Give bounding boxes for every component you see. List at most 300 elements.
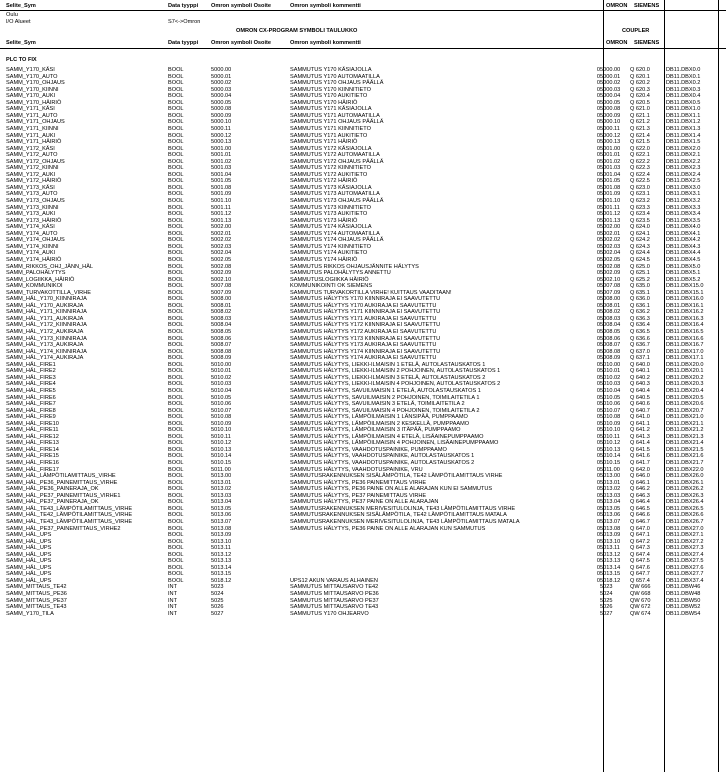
omron-address: 5013.06 [211,512,232,519]
symbol-name: SAMM_Y170_HÄIRIÖ [6,99,62,106]
siemens-address: Q 622.0 [630,145,650,152]
symbol-comment: UPS12 AKUN VARAUS ALHAINEN [290,577,378,584]
siemens-address: Q 647.2 [630,538,650,545]
omron-coupler-address: 5010.04 [600,387,621,394]
data-type: BOOL [168,119,184,126]
siemens-address: Q 623.4 [630,211,650,218]
omron-address: 5001.13 [211,217,232,224]
symbol-name: SAMM_Y170_KÄSI [6,67,55,73]
omron-address: 5001.10 [211,198,232,204]
header-col-omron: OMRON [606,3,628,9]
db-address: DB11.DBX3.1 [666,191,701,198]
omron-address: 5011.00 [211,466,231,473]
table-row [0,224,726,231]
omron-address: 5013.15 [211,571,232,578]
data-type: BOOL [168,374,184,381]
symbol-comment: SAMMUTUS MITTAUSARVO TE42 [290,584,379,591]
symbol-name: SAMM_HÄL_UPS [6,545,52,552]
omron-coupler-address: 5000.01 [600,73,621,80]
symbol-name: SAMM_HÄL_Y171_AUKIRAJA [6,315,84,322]
siemens-address: Q 640.5 [630,394,650,401]
data-type: BOOL [168,361,184,368]
data-type: BOOL [168,80,184,87]
status-flag: 0 [596,558,600,565]
symbol-comment: SAMMUTUS HÄLYTYS, LÄMPÖILMAISIN 4 ETELÄ, LISÄAINEPUMPPAAMO [290,433,484,440]
db-address: DB11.DBX16.4 [666,322,704,329]
omron-coupler-address: 5010.08 [600,414,621,421]
symbol-name: SAMM_Y171_HÄIRIÖ [6,139,62,146]
db-address: DB11.DBX2.3 [666,165,701,172]
status-flag: 0 [596,545,600,552]
siemens-address: Q 621.3 [630,125,650,132]
symbol-name: SAMM_RIKKOS_OHJ_JÄNN_HÄL [6,263,94,270]
data-type: BOOL [168,283,184,290]
siemens-address: Q 620.2 [630,80,650,87]
db-address: DB11.DBX2.4 [666,171,701,178]
db-address: DB11.DBX0.5 [666,99,701,106]
symbol-comment: SAMMUTUS MITTAUSARVO PE37 [290,597,379,604]
omron-coupler-address: 5013.08 [600,525,621,532]
symbol-comment: SAMMUTUS HÄLYTYS, PE36 PAINEMITTAUS VIRHE [290,479,427,486]
status-flag: 0 [596,73,600,80]
symbol-name: SAMM_HÄL_TE43_LÄMPÖTILAMITTAUS_VIRHE [6,505,133,512]
omron-coupler-address: 5013.00 [600,473,621,480]
omron-address: 5013.14 [211,564,232,571]
omron-address: 5007.09 [211,289,232,296]
siemens-address: QW 674 [630,610,651,617]
omron-address: 5008.07 [211,342,232,349]
status-flag: 0 [596,374,600,381]
symbol-comment: SAMMUTUS HÄLYTYS, VAAHDOTUSPAINIKE, AUTOLASTAUSKATOS 1 [290,453,475,460]
symbol-comment: SAMMUTUS Y170 AUKITIETO [290,93,368,100]
status-flag: 0 [596,381,600,388]
symbol-comment: SAMMUTUS TURVAKORTILLA VIRHE! KUITTAUS VAADITAAN! [290,289,452,296]
status-flag: 0 [596,315,600,322]
siemens-address: Q 646.0 [630,473,650,480]
siemens-address: Q 657.4 [630,577,650,584]
omron-address: 5002.03 [211,243,232,250]
data-type: BOOL [168,296,184,303]
omron-address: 5001.00 [211,145,232,152]
siemens-address: Q 646.2 [630,486,650,493]
status-flag: 0 [596,132,600,139]
omron-address: 5010.02 [211,374,232,381]
coupler-omron: OMRON [606,40,628,46]
db-address: DB11.DBX5.0 [666,263,701,270]
siemens-address: Q 622.2 [630,158,650,165]
omron-coupler-address: 5002.02 [600,237,621,244]
omron-coupler-address: 5013.02 [600,486,621,493]
siemens-address: Q 622.3 [630,165,650,172]
symbol-comment: SAMMUTUS Y172 KIINNITIETO [290,165,371,172]
siemens-address: Q 636.5 [630,329,650,335]
siemens-address: Q 624.4 [630,250,650,257]
symbol-name: SAMM_Y173_HÄIRIÖ [6,217,62,224]
symbol-comment: SAMMUTUS HÄLYTYS Y172 AUKIRAJA EI SAAVUTETTU [290,329,437,335]
db-address: DB11.DBX1.2 [666,119,701,126]
omron-address: 5010.03 [211,381,232,388]
table-row [0,486,726,493]
db-address: DB11.DBX3.0 [666,184,701,191]
data-type: BOOL [168,545,184,552]
omron-address: 5001.09 [211,191,232,198]
table-row [0,191,726,198]
status-flag: 0 [596,93,600,100]
omron-coupler-address: 5002.10 [600,276,621,283]
data-type: BOOL [168,224,184,231]
siemens-address: Q 624.1 [630,230,650,237]
data-type: BOOL [168,492,184,499]
omron-coupler-address: 5001.05 [600,178,621,185]
symbol-comment: SAMMUTUS Y170 OHJEARVO [290,610,369,617]
symbol-name: SAMM_Y170_AUTO [6,73,58,80]
omron-address: 5010.00 [211,361,232,368]
io-value: S7<->Omron [168,19,201,25]
omron-coupler-address: 5013.05 [600,505,621,512]
status-flag: 0 [596,198,600,204]
data-type: BOOL [168,558,184,565]
db-address: DB11.DBX1.3 [666,125,701,132]
symbol-name: SAMM_HÄL_UPS [6,532,52,539]
omron-coupler-address: 5000.04 [600,93,621,100]
siemens-address: Q 622.5 [630,178,650,185]
table-row [0,355,726,362]
db-address: DB11.DBX27.7 [666,571,704,578]
header-col-symbol: Selite_Sym [6,3,36,9]
omron-coupler-address: 5013.06 [600,512,621,519]
db-address: DB11.DBX2.1 [666,152,701,159]
symbol-name: SAMM_HÄL_FIRE4 [6,381,56,388]
symbol-name: SAMM_Y171_AUTO [6,112,58,119]
symbol-comment: SAMMUTUS Y171 AUKITIETO [290,132,368,139]
status-flag: 0 [596,525,600,532]
omron-coupler-address: 5011.00 [600,466,620,473]
symbol-name: SAMM_HÄL_UPS [6,564,52,571]
data-type: BOOL [168,368,184,375]
siemens-address: Q 641.6 [630,453,650,460]
omron-coupler-address: 5010.09 [600,420,621,427]
data-type: BOOL [168,99,184,106]
omron-coupler-address: 5001.04 [600,171,621,178]
status-flag: 0 [596,407,600,414]
status-flag: 0 [596,492,600,499]
siemens-address: Q 641.4 [630,440,650,447]
data-type: BOOL [168,538,184,545]
data-type: INT [168,610,178,617]
omron-address: 5010.10 [211,427,232,434]
symbol-comment: SAMMUTUS Y173 KIINNITIETO [290,204,371,211]
table-row [0,257,726,264]
db-address: DB11.DBX3.2 [666,198,701,204]
symbol-comment: SAMMUTUS RIKKOS OHJAUSJÄNNITE HÄLYTYS [290,263,419,270]
omron-coupler-address: 5008.06 [600,335,621,342]
symbol-comment: SAMMUTUS Y172 AUTOMAATILLA [290,152,380,159]
siemens-address: Q 636.7 [630,342,650,349]
siemens-address: QW 670 [630,597,651,604]
siemens-address: Q 636.6 [630,335,650,342]
symbol-name: SAMM_HÄL_PE37_PAINEMITTAUS_VIRHE1 [6,492,121,499]
omron-coupler-address: 5026 [600,604,613,611]
coupler-label: COUPLER [622,28,650,34]
db-address: DB11.DBX17.0 [666,348,704,355]
omron-coupler-address: 5010.12 [600,440,621,447]
omron-coupler-address: 5002.00 [600,224,621,231]
status-flag: 0 [596,446,600,453]
data-type: BOOL [168,427,184,434]
db-address: DB11.DBX0.0 [666,67,701,73]
omron-coupler-address: 5010.01 [600,368,621,375]
symbol-name: SAMM_MITTAUS_PE37 [6,597,67,604]
siemens-address: Q 646.5 [630,505,650,512]
db-address: DB11.DBX16.5 [666,329,704,335]
table-title: OMRON CX-PROGRAM SYMBOLI TAULUKKO [236,28,358,34]
omron-address: 5008.08 [211,348,232,355]
omron-coupler-address: 5000.11 [600,125,620,132]
omron-coupler-address: 5008.08 [600,348,621,355]
status-flag: 0 [596,276,600,283]
data-type: BOOL [168,289,184,296]
db-address: DB11.DBX5.1 [666,270,701,277]
data-type: BOOL [168,394,184,401]
symbol-name: SAMM_HÄL_TE42_LÄMPÖTILAMITTAUS_VIRHE [6,512,133,519]
table-row [0,93,726,100]
status-flag: 0 [596,499,600,506]
siemens-address: Q 620.4 [630,93,650,100]
symbol-comment: SAMMUTUS HÄLYTYS, LÄMPÖILMAISIN 1 LÄNSIPÄÄ, PUMPPAAMO [290,414,468,421]
db-address: DB11.DBX27.4 [666,551,704,558]
status-flag: 0 [596,361,600,368]
symbol-name: SAMM_Y174_OHJAUS [6,237,65,244]
db-address: DB11.DBX4.3 [666,243,701,250]
db-address: DB11.DBX21.4 [666,440,704,447]
data-type: BOOL [168,276,184,283]
siemens-address: Q 623.5 [630,217,650,224]
symbol-name: SAMM_Y170_OHJAUS [6,80,65,87]
data-type: BOOL [168,270,184,277]
siemens-address: Q 623.1 [630,191,650,198]
status-flag: 0 [596,230,600,237]
symbol-name: SAMM_HÄL_Y174_AUKIRAJA [6,355,84,362]
siemens-address: Q 641.5 [630,446,650,453]
symbol-comment: SAMMUTUSRAKENNUKSEN MERIVESITULOLINJA, TE43 LÄMPÖTILAMITTAUS MATALA [290,518,520,525]
symbol-name: SAMM_HÄL_PE37_PAINEMITTAUS_VIRHE2 [6,525,121,532]
db-address: DB11.DBX0.2 [666,80,701,87]
db-address: DB11.DBW50 [666,597,701,604]
siemens-address: Q 642.0 [630,466,650,473]
siemens-address: Q 623.3 [630,204,650,211]
symbol-comment: SAMMUTUS Y174 HÄIRIÖ [290,256,358,263]
db-address: DB11.DBX1.5 [666,139,701,146]
data-type: BOOL [168,204,184,211]
omron-address: 5001.02 [211,158,232,165]
symbol-name: SAMM_Y172_KÄSI [6,145,55,152]
status-flag: 0 [596,453,600,460]
data-type: BOOL [168,466,184,473]
siemens-address: Q 624.3 [630,243,650,250]
symbol-comment: SAMMUTUS HÄLYTYS Y174 KIINNIRAJA EI SAAVUTETTU [290,348,441,355]
symbol-comment: SAMMUTUS Y173 OHJAUS PÄÄLLÄ [290,198,384,204]
status-flag: 0 [596,125,600,132]
symbol-name: SAMM_Y171_KIINNI [6,125,59,132]
symbol-comment: SAMMUTUS MITTAUSARVO PE36 [290,591,379,597]
omron-coupler-address: 5001.02 [600,158,621,165]
omron-coupler-address: 5000.12 [600,132,621,139]
db-address: DB11.DBX3.4 [666,211,701,218]
symbol-comment: SAMMUTUS Y173 AUKITIETO [290,211,368,218]
omron-coupler-address: 5001.01 [600,152,621,159]
status-flag: 0 [596,296,600,303]
symbol-comment: SAMMUTUS HÄLYTYS Y171 AUKIRAJA EI SAAVUTETTU [290,315,437,322]
db-address: DB11.DBX0.4 [666,93,701,100]
symbol-name: SAMM_Y173_AUTO [6,191,58,198]
data-type: BOOL [168,505,184,512]
data-type: BOOL [168,250,184,257]
status-flag: 0 [596,348,600,355]
header2-col-comment: Omron symboli kommentti [290,40,361,46]
data-type: BOOL [168,525,184,532]
symbol-comment: SAMMUTUS Y170 KIINNITIETO [290,86,371,93]
status-flag: 0 [596,256,600,263]
data-type: BOOL [168,243,184,250]
siemens-address: Q 624.0 [630,224,650,231]
omron-address: 5000.02 [211,80,232,87]
siemens-address: Q 620.1 [630,73,650,80]
omron-coupler-address: 5010.11 [600,433,620,440]
omron-coupler-address: 5010.05 [600,394,621,401]
db-address: DB11.DBX4.4 [666,250,701,257]
symbol-comment: SAMMUTUS Y174 AUKITIETO [290,250,368,257]
data-type: BOOL [168,446,184,453]
siemens-address: Q 636.3 [630,315,650,322]
status-flag: 0 [596,184,600,191]
omron-address: 5002.10 [211,276,232,283]
symbol-name: SAMM_Y171_OHJAUS [6,119,65,126]
omron-address: 5008.03 [211,315,232,322]
siemens-address: Q 641.0 [630,414,650,421]
data-type: INT [168,604,178,611]
db-address: DB11.DBW46 [666,584,701,591]
symbol-comment: SAMMUTUS Y173 KÄSIAJOLLA [290,184,372,191]
header2-col-address: Omron symboli Osoite [211,40,271,46]
status-flag: 0 [596,466,600,473]
symbol-name: SAMM_MITTAUS_TE42 [6,584,67,591]
omron-coupler-address: 5013.03 [600,492,621,499]
db-address: DB11.DBX27.6 [666,564,704,571]
omron-address: 5008.05 [211,329,232,335]
siemens-address: Q 622.4 [630,171,650,178]
siemens-address: Q 623.0 [630,184,650,191]
db-address: DB11.DBW52 [666,604,701,611]
data-type: BOOL [168,433,184,440]
db-address: DB11.DBX2.5 [666,178,701,185]
omron-address: 5000.00 [211,67,232,73]
siemens-address: QW 668 [630,591,651,597]
db-address: DB11.DBX26.1 [666,479,704,486]
symbol-comment: SAMMUTUS HÄLYTYS Y174 AUKIRAJA EI SAAVUTETTU [290,355,437,362]
omron-coupler-address: 5000.08 [600,106,621,113]
status-flag: 0 [596,322,600,329]
symbol-name: SAMM_Y173_KÄSI [6,184,55,191]
data-type: BOOL [168,381,184,388]
db-address: DB11.DBX4.5 [666,256,701,263]
omron-address: 5001.01 [211,152,232,159]
omron-address: 5010.14 [211,453,232,460]
symbol-name: SAMM_Y172_KIINNI [6,165,59,172]
status-flag: 0 [596,532,600,539]
symbol-comment: SAMMUTUS HÄLYTYS, LÄMPÖILMAISIN 2 KESKELLÄ, PUMPPAAMO [290,420,470,427]
omron-address: 5002.01 [211,230,232,237]
siemens-address: Q 640.0 [630,361,650,368]
db-address: DB11.DBX26.6 [666,512,704,519]
symbol-comment: SAMMUTUS Y170 AUTOMAATILLA [290,73,380,80]
symbol-comment: SAMMUTUS HÄLYTYS, LÄMPÖILMAISIN 4 POHJOINEN, LISÄAINEPUMPPAAMO [290,440,499,447]
symbol-comment: SAMMUTUS Y171 KIINNITIETO [290,125,371,132]
symbol-name: SAMM_Y174_HÄIRIÖ [6,256,62,263]
omron-address: 5025 [211,597,224,604]
omron-address: 5008.04 [211,322,232,329]
omron-address: 5001.05 [211,178,232,185]
data-type: BOOL [168,73,184,80]
db-address: DB11.DBX21.6 [666,453,704,460]
siemens-address: Q 621.5 [630,139,650,146]
db-address: DB11.DBX20.6 [666,401,704,408]
omron-coupler-address: 5001.08 [600,184,621,191]
status-flag: 0 [596,551,600,558]
omron-address: 5000.10 [211,119,232,126]
symbol-name: SAMM_HÄL_UPS [6,551,52,558]
status-flag: 0 [596,564,600,571]
omron-coupler-address: 5008.04 [600,322,621,329]
symbol-name: SAMM_HÄL_Y170_KIINNIRAJA [6,296,87,303]
data-type: BOOL [168,387,184,394]
status-flag: 0 [596,145,600,152]
status-flag: 0 [596,368,600,375]
data-type: BOOL [168,198,184,204]
omron-coupler-address: 5001.12 [600,211,621,218]
symbol-name: SAMM_HÄL_FIRE5 [6,387,56,394]
data-type: BOOL [168,329,184,335]
siemens-address: Q 647.0 [630,525,650,532]
data-type: BOOL [168,571,184,578]
siemens-address: Q 636.2 [630,309,650,316]
symbol-comment: SAMMUTUS HÄLYTYS, VAAHDOTUSPAINIKE, AUTOLASTAUSKATOS 2 [290,460,475,466]
omron-coupler-address: 5008.09 [600,355,621,362]
symbol-name: SAMM_Y174_KÄSI [6,224,55,231]
symbol-name: SAMM_HÄL_LÄMPÖTILAMITTAUS_VIRHE [6,473,116,480]
db-address: DB11.DBX15.0 [666,283,704,290]
symbol-comment: SAMMUTUS PALOHÄLYTYS ANNETTU [290,270,391,277]
siemens-address: Q 621.4 [630,132,650,139]
db-address: DB11.DBX4.0 [666,224,701,231]
omron-address: 5013.02 [211,486,232,493]
db-address: DB11.DBX16.0 [666,296,704,303]
status-flag: 0 [596,518,600,525]
data-type: BOOL [168,211,184,218]
symbol-comment: SAMMUTUS Y174 KIINNITIETO [290,243,371,250]
symbol-comment: SAMMUTUS Y172 KÄSIAJOLLA [290,145,372,152]
status-flag: 0 [596,178,600,185]
omron-coupler-address: 5001.03 [600,165,621,172]
data-type: BOOL [168,355,184,362]
symbol-name: SAMM_Y170_TILA [6,610,54,617]
data-type: BOOL [168,152,184,159]
symbol-comment: SAMMUTUS MITTAUSARVO TE43 [290,604,379,611]
data-type: BOOL [168,93,184,100]
data-type: BOOL [168,302,184,309]
omron-coupler-address: 5001.10 [600,198,621,204]
symbol-name: SAMM_Y170_KIINNI [6,86,59,93]
status-flag: 0 [596,86,600,93]
